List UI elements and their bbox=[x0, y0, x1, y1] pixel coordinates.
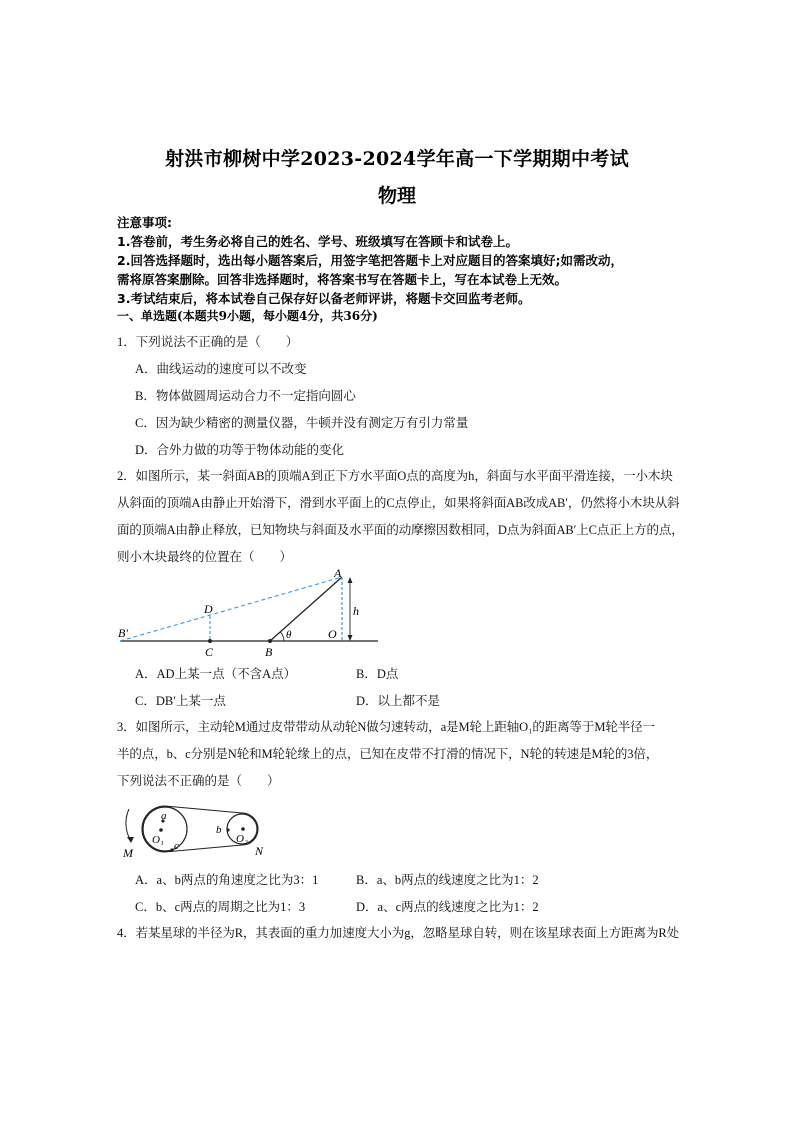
point-b bbox=[226, 828, 229, 831]
label-n: N bbox=[255, 844, 264, 858]
q3-stem-line: 半的点，b、c分别是N轮和M轮轮缘上的点，已知在皮带不打滑的情况下，N轮的转速是M轮的3倍， bbox=[117, 747, 659, 761]
point-o1 bbox=[159, 828, 163, 832]
label-d: D bbox=[204, 602, 213, 616]
q1-option-a: A．曲线运动的速度可以不改变 bbox=[135, 362, 307, 376]
dashed-incline-ab-prime bbox=[120, 577, 342, 641]
label-o2: O₂ bbox=[236, 833, 248, 845]
belt-pulley-diagram bbox=[115, 797, 275, 859]
q2-stem-line: 从斜面的顶端A由静止开始滑下，滑到水平面上的C点停止，如果将斜面AB改成AB′，仍然将小木块从斜 bbox=[117, 496, 680, 510]
q3-option-a: A．a、b两点的角速度之比为3：1 bbox=[135, 873, 319, 887]
q4-stem: 4．若某星球的半径为R，其表面的重力加速度大小为g，忽略星球自转，则在该星球表面上方距离为R处 bbox=[117, 926, 679, 940]
q2-option-c: C．DB′上某一点 bbox=[135, 694, 226, 708]
q3-option-b: B．a、b两点的线速度之比为1：2 bbox=[356, 873, 539, 887]
label-m: M bbox=[123, 846, 133, 859]
label-theta: θ bbox=[286, 629, 292, 641]
exam-subject: 物理 bbox=[377, 185, 416, 207]
q3-option-d: D．a、c两点的线速度之比为1：2 bbox=[356, 900, 539, 914]
label-c: C bbox=[205, 645, 214, 659]
label-a: a bbox=[161, 810, 167, 822]
q3-stem-line: 下列说法不正确的是（ ） bbox=[117, 774, 280, 788]
point-b bbox=[268, 639, 272, 643]
notice-item: 2.回答选择题时，选出每小题答案后，用签字笔把答题卡上对应题目的答案填好;如需改动， bbox=[117, 253, 623, 268]
q3-option-c: C．b、c两点的周期之比为1：3 bbox=[135, 900, 306, 914]
notice-item: 3.考试结束后，将本试卷自己保存好以备老师评讲，将题卡交回监考老师。 bbox=[117, 291, 531, 306]
label-o: O bbox=[328, 627, 337, 641]
rotation-arrow-head bbox=[127, 837, 134, 843]
notice-item: 需将原答案删除。回答非选择题时，将答案书写在答题卡上，写在本试卷上无效。 bbox=[117, 272, 568, 287]
q1-option-c: C．因为缺少精密的测量仪器，牛顿并没有测定万有引力常量 bbox=[135, 416, 469, 430]
notice-heading: 注意事项: bbox=[117, 215, 172, 230]
label-a: A bbox=[334, 566, 342, 580]
label-b: b bbox=[216, 824, 222, 836]
label-c: c bbox=[174, 840, 179, 852]
label-h: h bbox=[353, 604, 359, 618]
belt-top bbox=[165, 806, 242, 813]
q2-stem-line: 面的顶端A由静止释放，已知物块与斜面及水平面的动摩擦因数相同，D点为斜面AB′上C点正上方的点， bbox=[117, 523, 684, 537]
q2-option-b: B．D点 bbox=[356, 667, 399, 681]
incline-diagram bbox=[112, 565, 384, 660]
q1-option-b: B．物体做圆周运动合力不一定指向圆心 bbox=[135, 389, 356, 403]
h-arrow-head-top bbox=[348, 577, 353, 583]
q1-stem: 1．下列说法不正确的是（ ） bbox=[117, 335, 299, 349]
notice-block bbox=[117, 213, 677, 308]
q2-option-a: A．AD上某一点（不含A点） bbox=[135, 667, 297, 681]
theta-arc bbox=[281, 632, 285, 641]
point-c bbox=[208, 639, 212, 643]
notice-item: 1.答卷前，考生务必将自己的姓名、学号、班级填写在答顾卡和试卷上。 bbox=[117, 234, 518, 249]
q1-option-d: D．合外力做的功等于物体动能的变化 bbox=[135, 443, 345, 457]
q2-option-d: D．以上都不是 bbox=[356, 694, 441, 708]
q3-stem-line: 3．如图所示，主动轮M通过皮带带动从动轮N做匀速转动，a是M轮上距轴O₁的距离等于M轮半径一 bbox=[117, 720, 655, 734]
exam-title: 射洪市柳树中学2023-2024学年高一下学期期中考试 bbox=[165, 148, 629, 170]
q2-stem-line: 2．如图所示，某一斜面AB的顶端A到正下方水平面O点的高度为h，斜面与水平面平滑连接，一小木块 bbox=[117, 469, 673, 483]
q2-stem-line: 则小木块最终的位置在（ ） bbox=[117, 550, 293, 564]
label-o1: O₁ bbox=[152, 834, 164, 846]
label-b: B bbox=[265, 645, 273, 659]
point-o2 bbox=[241, 827, 245, 831]
section-heading: 一、单选题(本题共9小题，每小题4分，共36分) bbox=[117, 309, 378, 323]
h-arrow-head-bottom bbox=[348, 635, 353, 641]
label-b-prime: B′ bbox=[118, 626, 128, 640]
rotation-arrow bbox=[126, 809, 131, 841]
